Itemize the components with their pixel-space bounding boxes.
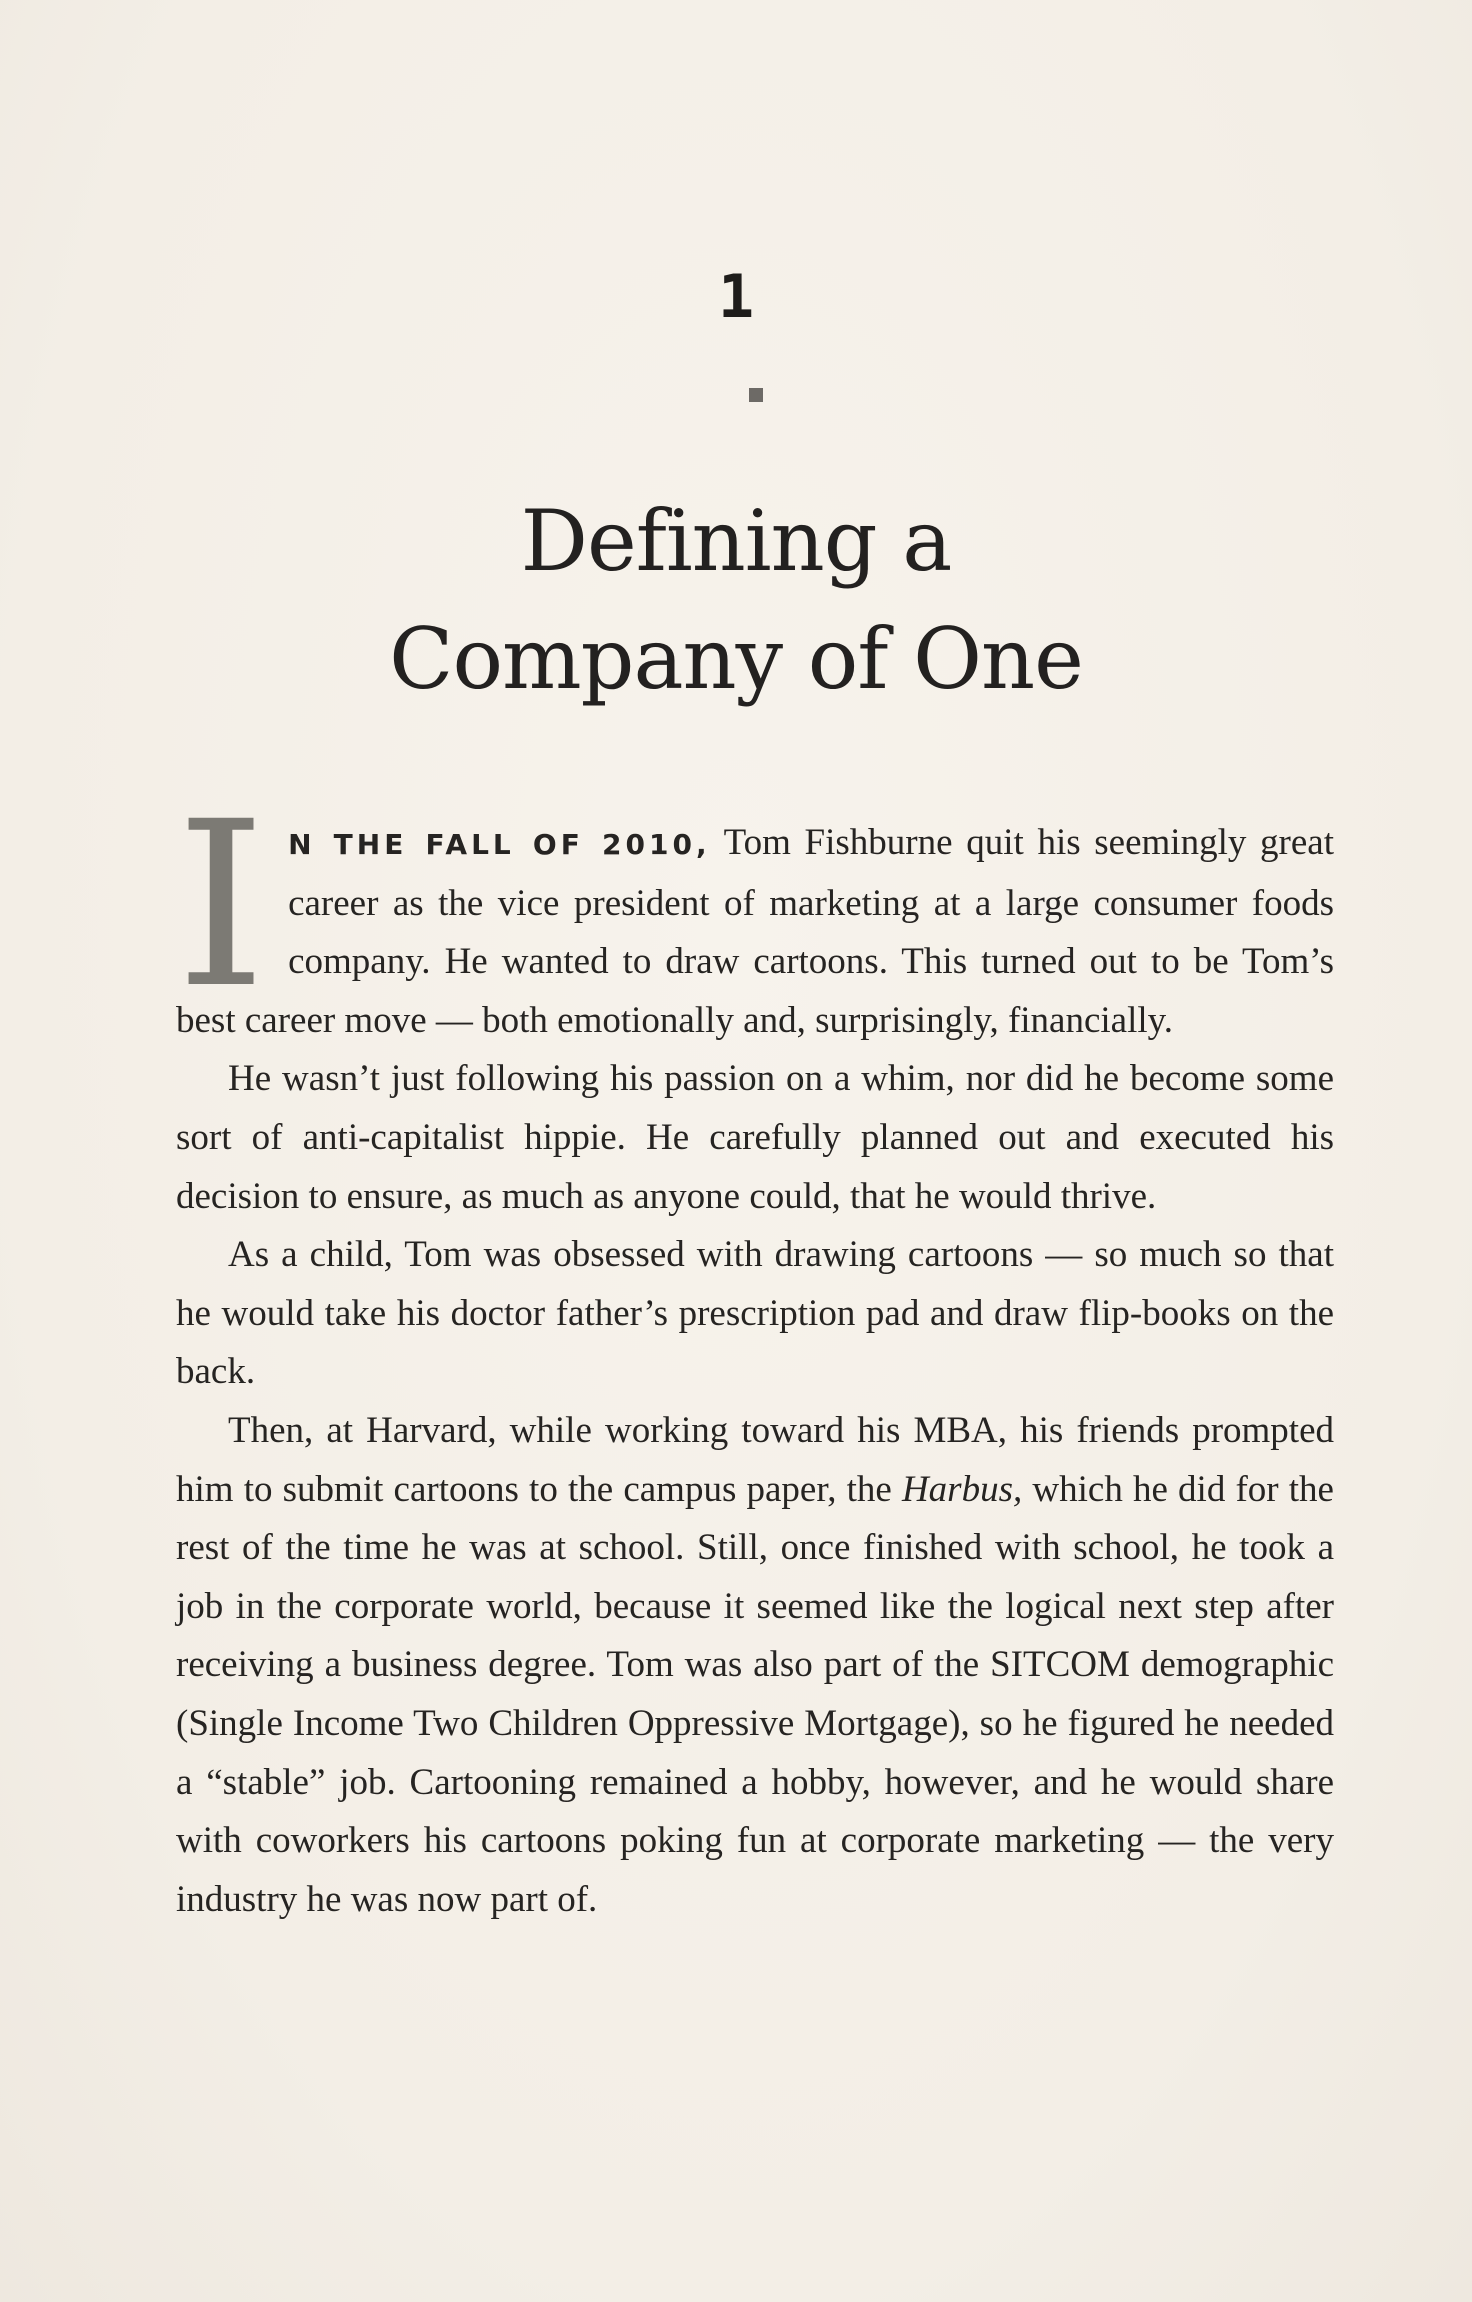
lead-in-smallcaps: N THE FALL OF 2010,: [288, 828, 711, 861]
paragraph-3: As a child, Tom was obsessed with drawing cartoons — so much so that he would take his doctor father’s prescription pad and draw flip-books on the back.: [176, 1234, 1334, 1393]
paragraph-4-text-b: which he did for the rest of the time he was at school. Still, once finished with school, he took a job in the corporate world, because it seemed like the logical next step after receiving a business degree. Tom was also part of the SITCOM demographic (Single Income Two Children Oppressive Mortgage), so he figured he needed a “stable” job. Cartooning remained a hobby, however, and he would share with coworkers his cartoons poking fun at corporate marketing — the very industry he was now part of.: [176, 1468, 1334, 1920]
harbus-italic: Harbus,: [901, 1468, 1023, 1510]
paragraph-2: He wasn’t just following his passion on a whim, nor did he become some sort of anti-capitalist hippie. He carefully planned out and executed his decision to ensure, as much as anyone could, that he would thrive.: [176, 1058, 1334, 1217]
drop-cap: I: [176, 772, 267, 1038]
paragraph-4-text-a: Then, at Harvard, while working toward his MBA, his friends prompted him to submit cartoons to the campus paper, the: [176, 1409, 1334, 1510]
paragraph-4: [176, 1402, 1334, 1929]
paragraph-1: [176, 772, 1334, 1050]
paragraph-1-text: Tom Fishburne quit his seemingly great career as the vice president of marketing at a large consumer foods company. He wanted to draw cartoons. This turned out to be Tom’s best career move — both emotionally and, surprisingly, financially.: [176, 822, 1334, 1041]
chapter-title: [0, 482, 1472, 718]
chapter-number: 1: [717, 262, 755, 332]
chapter-title-line-1: Defining a: [520, 492, 952, 590]
body-text: [176, 772, 1334, 1929]
ornament-square-icon: [749, 388, 763, 402]
chapter-title-line-2: Company of One: [389, 610, 1083, 708]
